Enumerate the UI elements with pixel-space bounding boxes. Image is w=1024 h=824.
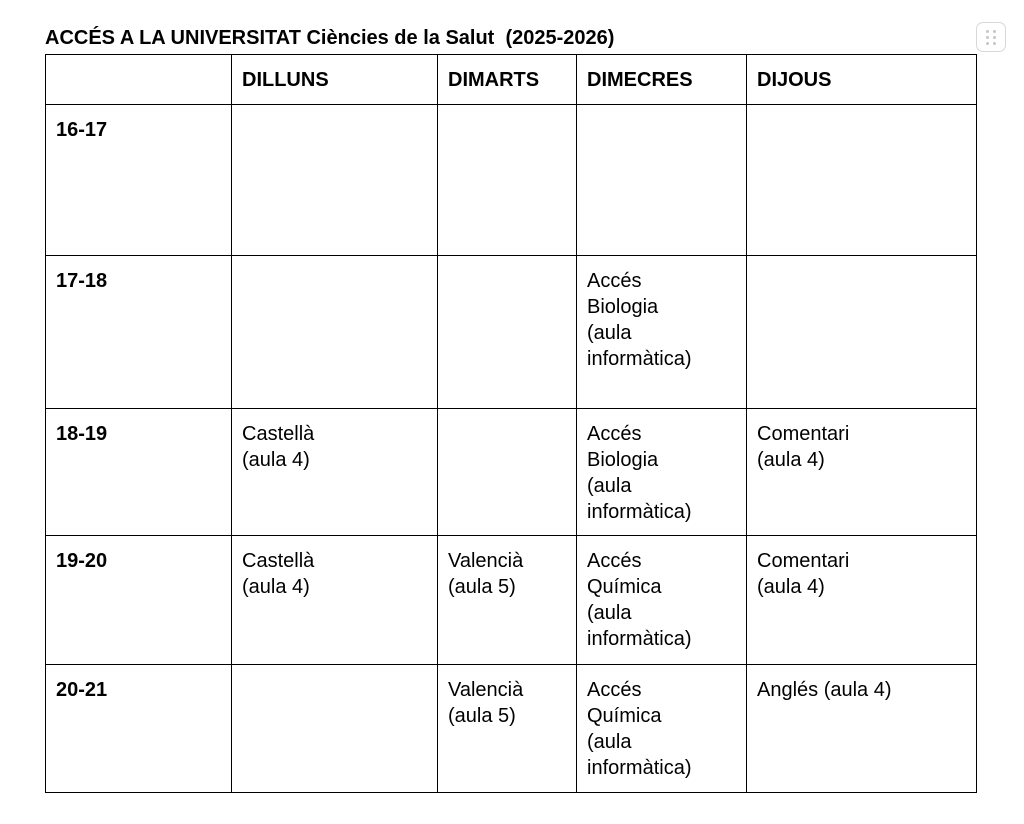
time-slot-cell: 17-18 bbox=[46, 256, 232, 409]
schedule-cell-dilluns bbox=[232, 665, 438, 793]
cell-text-line: informàtica) bbox=[587, 628, 692, 650]
time-slot-cell: 20-21 bbox=[46, 665, 232, 793]
schedule-cell-dijous bbox=[747, 256, 977, 409]
cell-text-line: (aula 5) bbox=[448, 576, 516, 598]
cell-text-line: Accés bbox=[587, 679, 642, 701]
time-slot-cell: 16-17 bbox=[46, 105, 232, 256]
cell-text-line: (aula 4) bbox=[757, 449, 825, 471]
cell-text-line: (aula 4) bbox=[242, 449, 310, 471]
schedule-table bbox=[45, 54, 977, 793]
cell-text-line: Accés bbox=[587, 550, 642, 572]
cell-text-line: informàtica) bbox=[587, 348, 692, 370]
schedule-cell-dimarts bbox=[438, 536, 577, 665]
schedule-cell-dimecres bbox=[577, 105, 747, 256]
cell-text-line: (aula bbox=[587, 322, 632, 344]
table-row bbox=[46, 409, 977, 536]
schedule-cell-dimarts bbox=[438, 105, 577, 256]
schedule-cell-dimecres bbox=[577, 536, 747, 665]
drag-handle-icon[interactable] bbox=[976, 22, 1006, 52]
cell-text-line: (aula bbox=[587, 475, 632, 497]
table-row bbox=[46, 536, 977, 665]
header-cell-time bbox=[46, 55, 232, 105]
cell-text-line: (aula bbox=[587, 731, 632, 753]
table-row bbox=[46, 256, 977, 409]
header-cell-dilluns: DILLUNS bbox=[232, 55, 438, 105]
header-cell-dimecres: DIMECRES bbox=[577, 55, 747, 105]
cell-text-line: Biologia bbox=[587, 296, 659, 318]
table-row bbox=[46, 105, 977, 256]
cell-text-line: Valencià bbox=[448, 679, 524, 701]
schedule-cell-dilluns bbox=[232, 105, 438, 256]
cell-text-line: Accés bbox=[587, 423, 642, 445]
schedule-cell-dimarts bbox=[438, 665, 577, 793]
cell-text-line: Accés bbox=[587, 270, 642, 292]
cell-text-line: Castellà bbox=[242, 423, 315, 445]
cell-text-line: (aula 4) bbox=[242, 576, 310, 598]
cell-text-line: Química bbox=[587, 576, 662, 598]
time-slot-cell: 18-19 bbox=[46, 409, 232, 536]
time-slot-cell: 19-20 bbox=[46, 536, 232, 665]
schedule-cell-dijous bbox=[747, 536, 977, 665]
page-title: ACCÉS A LA UNIVERSITAT Ciències de la Salut (2025-2026) bbox=[45, 27, 615, 49]
schedule-cell-dijous bbox=[747, 665, 977, 793]
cell-text-line: (aula bbox=[587, 602, 632, 624]
cell-text-line: Química bbox=[587, 705, 662, 727]
header-cell-dimarts: DIMARTS bbox=[438, 55, 577, 105]
header-cell-dijous: DIJOUS bbox=[747, 55, 977, 105]
schedule-cell-dimarts bbox=[438, 409, 577, 536]
schedule-cell-dijous bbox=[747, 105, 977, 256]
schedule-cell-dilluns bbox=[232, 256, 438, 409]
schedule-cell-dimarts bbox=[438, 256, 577, 409]
cell-text-line: Castellà bbox=[242, 550, 315, 572]
cell-text-line: (aula 4) bbox=[757, 576, 825, 598]
schedule-cell-dilluns bbox=[232, 536, 438, 665]
header-row bbox=[46, 55, 977, 105]
cell-text-line: informàtica) bbox=[587, 757, 692, 779]
schedule-cell-dimecres bbox=[577, 409, 747, 536]
cell-text-line: Biologia bbox=[587, 449, 659, 471]
cell-text-line: Valencià bbox=[448, 550, 524, 572]
schedule-cell-dimecres bbox=[577, 665, 747, 793]
cell-text-line: Anglés (aula 4) bbox=[757, 679, 892, 701]
schedule-cell-dilluns bbox=[232, 409, 438, 536]
cell-text-line: Comentari bbox=[757, 550, 850, 572]
schedule-cell-dijous bbox=[747, 409, 977, 536]
table-row bbox=[46, 665, 977, 793]
schedule-cell-dimecres bbox=[577, 256, 747, 409]
cell-text-line: informàtica) bbox=[587, 501, 692, 523]
cell-text-line: (aula 5) bbox=[448, 705, 516, 727]
cell-text-line: Comentari bbox=[757, 423, 850, 445]
